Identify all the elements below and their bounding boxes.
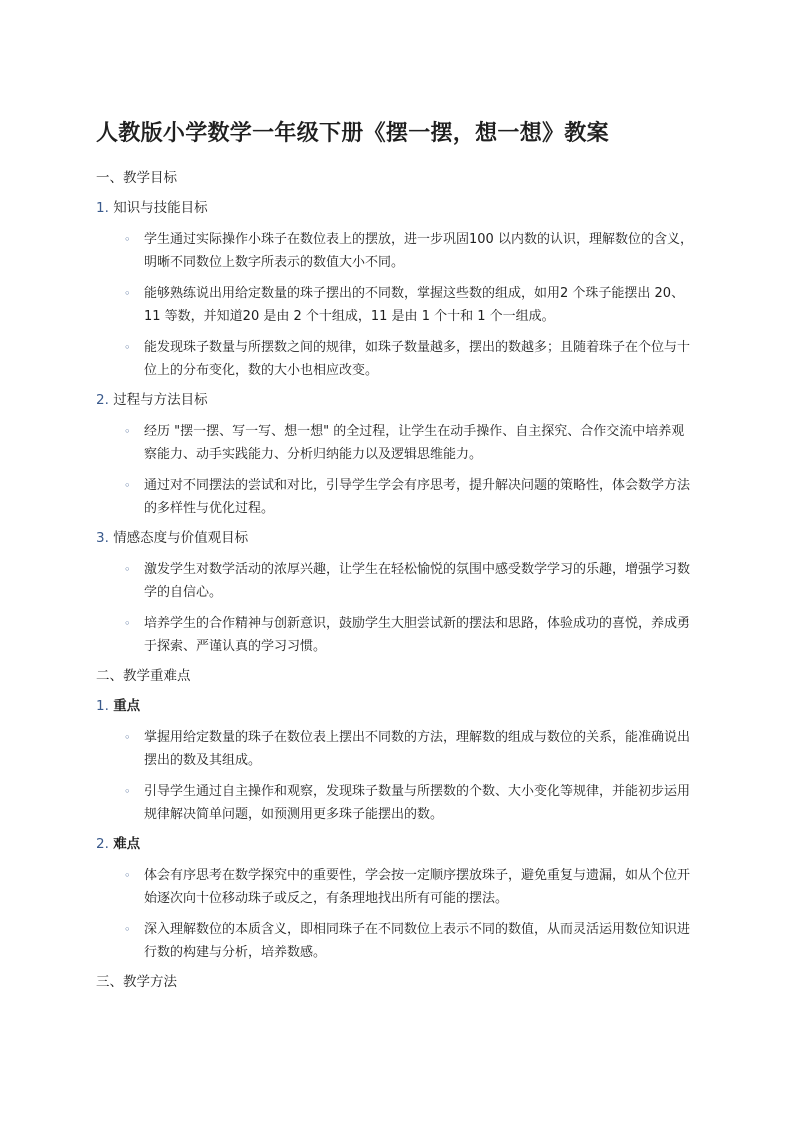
section xyxy=(96,666,696,964)
list-item-text: 经历 "摆一摆、写一写、想一想" 的全过程，让学生在动手操作、自主探究、合作交流中培养观察能力、动手实践能力、分析归纳能力以及逻辑思维能力。 xyxy=(144,424,685,462)
list-item-text: 通过对不同摆法的尝试和对比，引导学生学会有序思考，提升解决问题的策略性，体会数学方法的多样性与优化过程。 xyxy=(144,478,691,516)
bullet-marker-icon: ◦ xyxy=(124,731,131,744)
bullet-list xyxy=(96,558,696,658)
bullet-marker-icon: ◦ xyxy=(124,563,131,576)
list-item-text: 激发学生对数学活动的浓厚兴趣，让学生在轻松愉悦的氛围中感受数学学习的乐趣，增强学习数学的自信心。 xyxy=(144,562,691,600)
subsection-heading xyxy=(96,696,696,716)
list-number: 2. xyxy=(96,392,109,408)
bullet-list xyxy=(96,864,696,964)
bullet-marker-icon: ◦ xyxy=(124,785,131,798)
section xyxy=(96,972,696,992)
subsection-heading xyxy=(96,198,696,218)
subsection xyxy=(96,834,696,964)
subsection xyxy=(96,198,696,382)
bullet-marker-icon: ◦ xyxy=(124,287,131,300)
list-item-text: 体会有序思考在数学探究中的重要性，学会按一定顺序摆放珠子，避免重复与遗漏，如从个位开始逐次向十位移动珠子或反之，有条理地找出所有可能的摆法。 xyxy=(144,868,691,906)
bullet-marker-icon: ◦ xyxy=(124,425,131,438)
subsection-heading xyxy=(96,834,696,854)
subsection-label: 过程与方法目标 xyxy=(113,392,208,408)
list-item xyxy=(96,282,696,328)
bullet-list xyxy=(96,228,696,382)
list-number: 3. xyxy=(96,530,109,546)
subsection xyxy=(96,696,696,826)
subsection xyxy=(96,528,696,658)
section-heading: 二、教学重难点 xyxy=(96,668,191,684)
list-item-text: 引导学生通过自主操作和观察，发现珠子数量与所摆数的个数、大小变化等规律，并能初步运用规律解决简单问题，如预测用更多珠子能摆出的数。 xyxy=(144,784,691,822)
subsection-heading xyxy=(96,390,696,410)
bullet-marker-icon: ◦ xyxy=(124,869,131,882)
document-title: 人教版小学数学一年级下册《摆一摆，想一想》教案 xyxy=(96,121,609,146)
list-item-text: 能发现珠子数量与所摆数之间的规律，如珠子数量越多，摆出的数越多；且随着珠子在个位与十位上的分布变化，数的大小也相应改变。 xyxy=(144,340,691,378)
bullet-marker-icon: ◦ xyxy=(124,341,131,354)
section xyxy=(96,168,696,658)
list-item xyxy=(96,918,696,964)
list-item-text: 掌握用给定数量的珠子在数位表上摆出不同数的方法，理解数的组成与数位的关系，能准确说出摆出的数及其组成。 xyxy=(144,730,691,768)
list-item-text: 深入理解数位的本质含义，即相同珠子在不同数位上表示不同的数值，从而灵活运用数位知识进行数的构建与分析，培养数感。 xyxy=(144,922,691,960)
subsection-label: 难点 xyxy=(113,836,141,852)
section-heading: 三、教学方法 xyxy=(96,974,177,990)
list-item xyxy=(96,228,696,274)
list-item xyxy=(96,336,696,382)
list-number: 1. xyxy=(96,200,109,216)
list-item-text: 学生通过实际操作小珠子在数位表上的摆放，进一步巩固100 以内数的认识，理解数位的含义，明晰不同数位上数字所表示的数值大小不同。 xyxy=(144,232,693,270)
section-heading: 一、教学目标 xyxy=(96,170,177,186)
bullet-marker-icon: ◦ xyxy=(124,617,131,630)
list-number: 1. xyxy=(96,698,109,714)
bullet-marker-icon: ◦ xyxy=(124,233,131,246)
list-item xyxy=(96,864,696,910)
list-item-text: 培养学生的合作精神与创新意识，鼓励学生大胆尝试新的摆法和思路，体验成功的喜悦，养成勇于探索、严谨认真的学习习惯。 xyxy=(144,616,691,654)
subsection-heading xyxy=(96,528,696,548)
bullet-list xyxy=(96,726,696,826)
subsection-label: 重点 xyxy=(113,698,141,714)
list-number: 2. xyxy=(96,836,109,852)
document-body xyxy=(96,168,696,992)
list-item xyxy=(96,420,696,466)
list-item-text: 能够熟练说出用给定数量的珠子摆出的不同数，掌握这些数的组成，如用2 个珠子能摆出 20、11 等数，并知道20 是由 2 个十组成，11 是由 1 个十和 1 个一组成。 xyxy=(144,286,685,324)
list-item xyxy=(96,558,696,604)
list-item xyxy=(96,726,696,772)
bullet-list xyxy=(96,420,696,520)
list-item xyxy=(96,612,696,658)
list-item xyxy=(96,780,696,826)
list-item xyxy=(96,474,696,520)
document-page xyxy=(96,118,696,1002)
subsection-label: 情感态度与价值观目标 xyxy=(113,530,249,546)
bullet-marker-icon: ◦ xyxy=(124,923,131,936)
subsection-label: 知识与技能目标 xyxy=(113,200,208,216)
subsection xyxy=(96,390,696,520)
bullet-marker-icon: ◦ xyxy=(124,479,131,492)
